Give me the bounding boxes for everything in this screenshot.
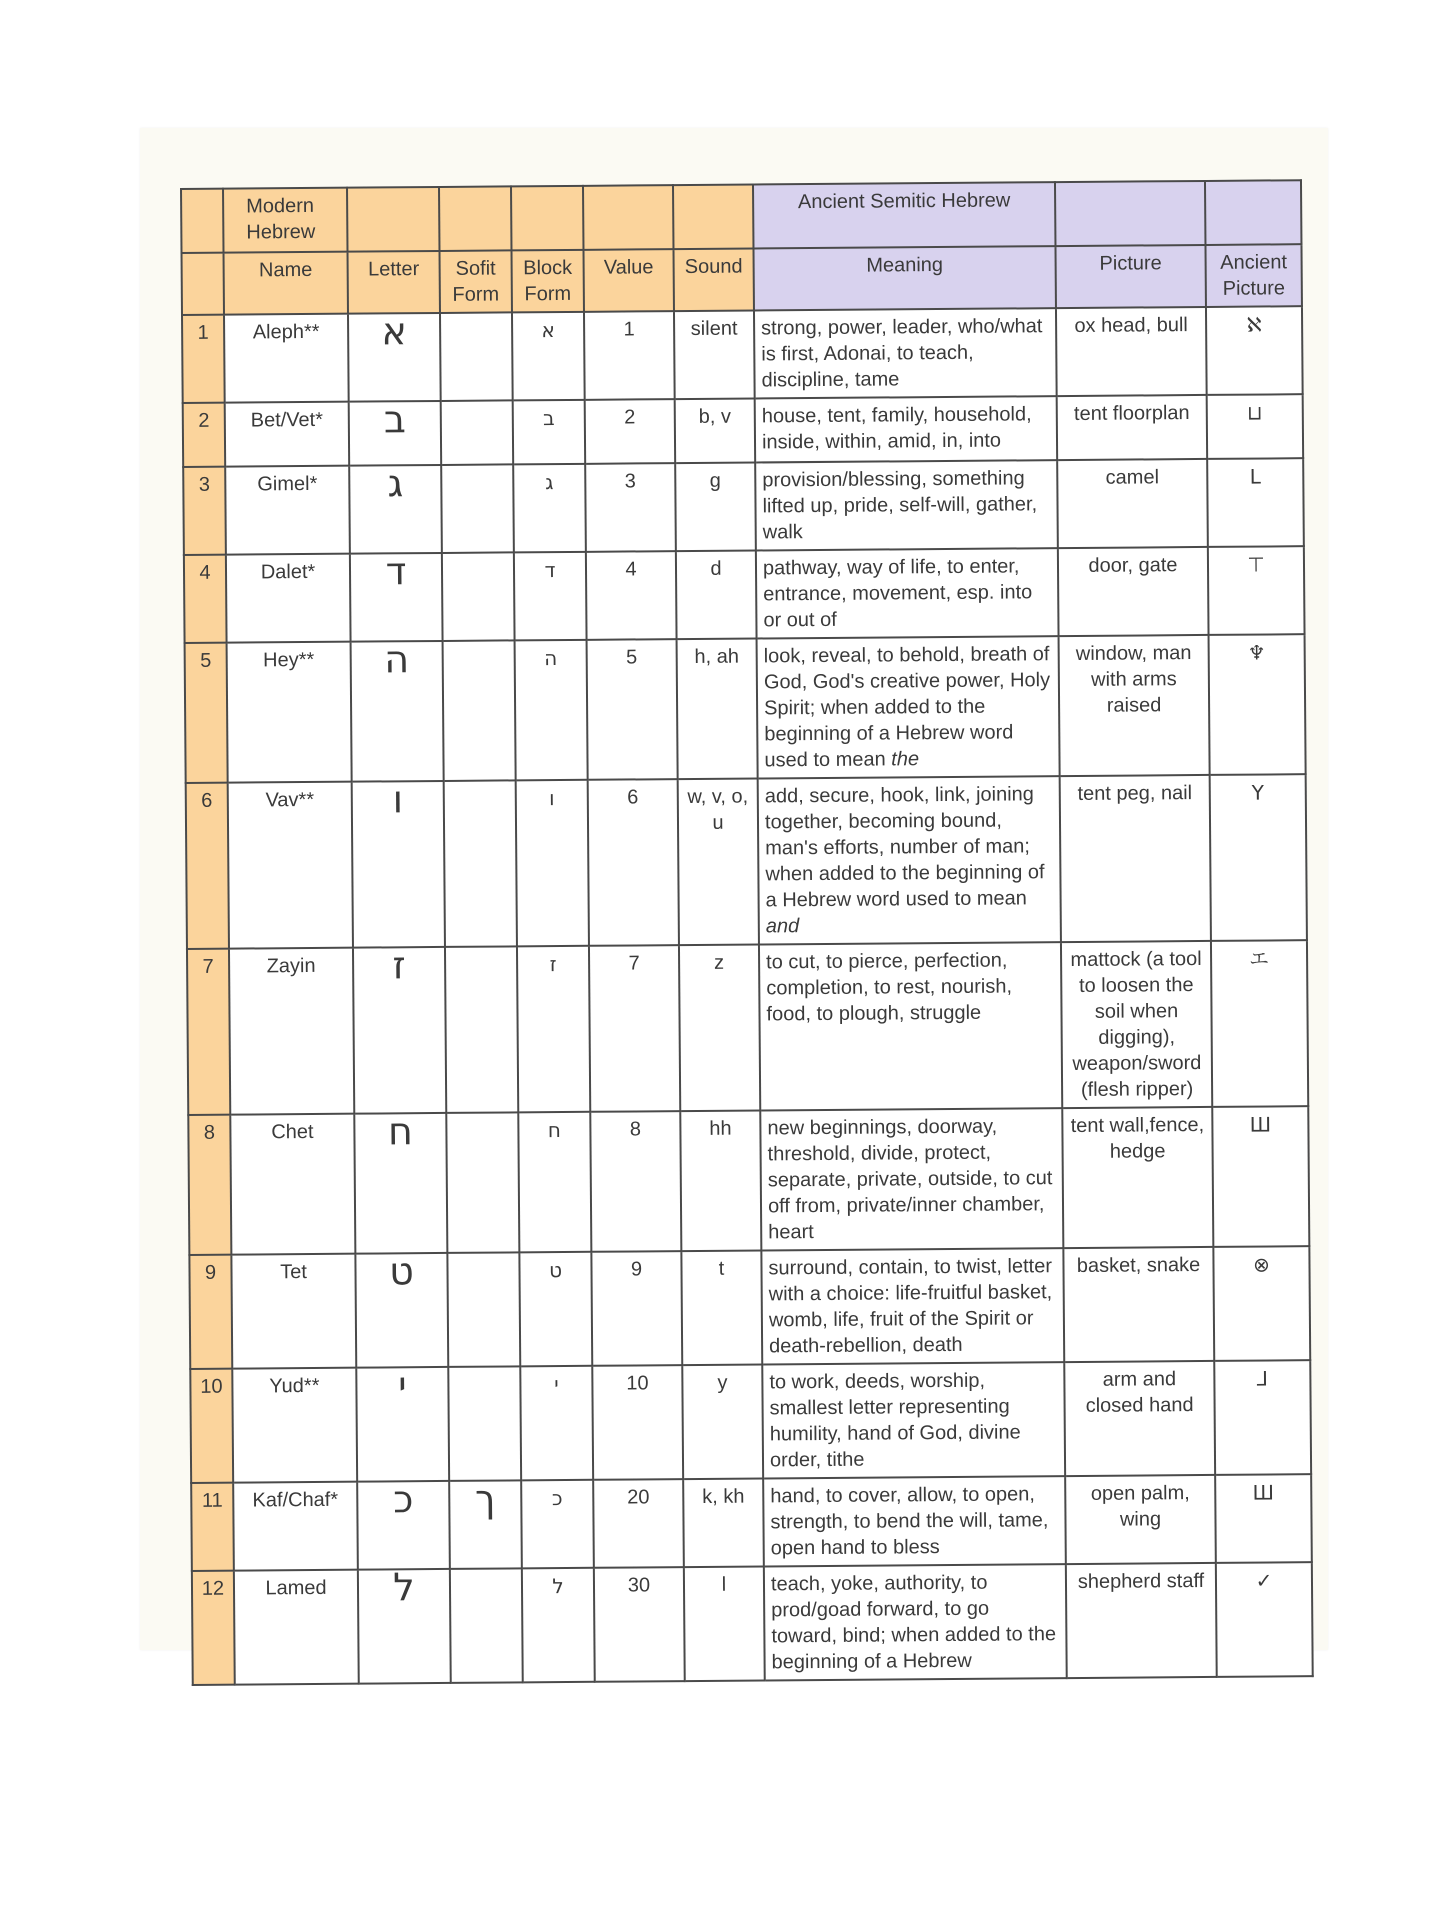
header-letter: Letter <box>348 251 440 314</box>
row-number <box>185 643 228 783</box>
modern-letter <box>350 549 443 642</box>
sound-text: l <box>721 1573 727 1596</box>
sound-text: hh <box>709 1117 732 1140</box>
header-blank <box>511 186 584 251</box>
header-number <box>182 253 224 315</box>
header-modern-hebrew: Modern Hebrew <box>223 188 347 253</box>
meaning <box>754 308 1057 398</box>
numeric-value <box>591 1251 682 1366</box>
row-number <box>183 403 226 467</box>
table-row <box>191 1474 1312 1571</box>
letter-name <box>225 466 350 555</box>
header-picture: Picture <box>1055 245 1205 308</box>
picture-description <box>1065 1475 1216 1564</box>
header-blank <box>583 185 673 250</box>
table-row <box>183 394 1303 467</box>
header-blank <box>673 184 754 249</box>
numeric-value <box>587 639 678 780</box>
numeric-value <box>592 1365 683 1480</box>
header-blank-top <box>181 189 224 253</box>
numeric-value-text: 1 <box>623 318 635 341</box>
letter-name-text: Lamed <box>265 1576 327 1600</box>
letter-name <box>233 1482 358 1571</box>
table-row <box>185 634 1306 783</box>
table-row <box>183 458 1304 555</box>
block-form-text: ה <box>544 646 558 671</box>
meaning-text: hand, to cover, allow, to open, strength, to bend the will, tame, open hand to bless <box>770 1483 1049 1560</box>
ancient-picture-icon-text: ℵ <box>1246 312 1262 337</box>
sound <box>683 1478 764 1567</box>
block-form-text: ו <box>548 786 555 811</box>
row-number <box>184 555 227 643</box>
row-number <box>191 1483 234 1571</box>
modern-letter-text: ז <box>392 943 406 988</box>
meaning-text: provision/blessing, something lifted up, pride, self-will, gather, walk <box>762 467 1038 544</box>
header-ancient-semitic-hebrew: Ancient Semitic Hebrew <box>753 182 1055 248</box>
sound <box>674 310 755 399</box>
block-form <box>514 552 587 641</box>
numeric-value <box>586 551 677 640</box>
numeric-value-text: 5 <box>626 646 638 669</box>
picture-description <box>1057 459 1208 548</box>
ancient-picture-icon <box>1214 1360 1311 1475</box>
ancient-picture-icon-text: Ш <box>1252 1480 1275 1505</box>
letter-name-text: Yud** <box>269 1374 320 1398</box>
modern-letter-text: ג <box>387 461 404 506</box>
letter-name <box>229 948 354 1115</box>
sound-text: w, v, o, u <box>687 785 749 834</box>
meaning-text: add, secure, hook, link, joining together, becoming bound, man's efforts, number of man; when added to the beginning of a Hebrew word used to mean <box>764 783 1045 912</box>
block-form <box>515 640 588 781</box>
ancient-picture-icon-text: ⅃ <box>1256 1366 1269 1391</box>
table-row <box>188 1106 1309 1255</box>
ancient-picture-icon <box>1207 394 1303 459</box>
numeric-value-text: 30 <box>627 1574 651 1597</box>
letter-name <box>226 554 351 643</box>
meaning-text: house, tent, family, household, inside, within, amid, in, into <box>761 403 1032 454</box>
block-form <box>517 946 590 1113</box>
picture-description <box>1060 775 1211 942</box>
meaning <box>755 460 1058 550</box>
block-form <box>519 1252 592 1367</box>
numeric-value <box>594 1567 685 1682</box>
ancient-picture-icon-text: エ <box>1248 946 1270 971</box>
meaning <box>757 636 1060 778</box>
header-blank <box>439 186 512 251</box>
numeric-value-text: 8 <box>629 1118 642 1141</box>
modern-letter-text: א <box>381 309 408 354</box>
table-row <box>184 546 1305 643</box>
modern-letter-text: ח <box>387 1109 413 1154</box>
meaning-text: pathway, way of life, to enter, entrance, movement, esp. into or out of <box>762 555 1033 632</box>
meaning <box>763 1476 1066 1566</box>
picture-description <box>1063 1247 1214 1362</box>
ancient-picture-icon <box>1209 634 1306 775</box>
ancient-picture-icon-text: ⊔ <box>1246 400 1263 425</box>
table-row <box>186 774 1307 949</box>
letter-name-text: Zayin <box>266 954 316 978</box>
letter-name <box>227 642 352 783</box>
picture-description-text: tent floorplan <box>1073 402 1190 425</box>
picture-description-text: door, gate <box>1088 554 1178 577</box>
numeric-value-text: 4 <box>625 558 637 581</box>
header-ancient-picture: Ancient Picture <box>1205 244 1301 307</box>
sound <box>681 1250 762 1365</box>
header-value: Value <box>583 249 673 312</box>
meaning <box>756 548 1059 638</box>
row-number-text: 8 <box>203 1121 216 1144</box>
row-number <box>182 315 225 403</box>
sound-text: b, v <box>698 405 732 428</box>
sofit-form <box>447 1252 520 1367</box>
letter-name <box>225 402 349 467</box>
sofit-form <box>440 312 513 401</box>
picture-description-text: open palm, wing <box>1090 1482 1190 1531</box>
picture-description <box>1062 1107 1213 1248</box>
block-form <box>520 1366 593 1481</box>
letter-name-text: Aleph** <box>252 320 320 344</box>
modern-letter <box>358 1565 451 1684</box>
block-form <box>512 312 585 401</box>
sofit-form <box>443 640 516 781</box>
row-number <box>183 467 226 555</box>
header-meaning: Meaning <box>753 246 1055 310</box>
picture-description <box>1066 1563 1217 1678</box>
modern-letter <box>352 777 445 948</box>
header-blank <box>1055 181 1205 246</box>
row-number <box>190 1369 233 1483</box>
block-form-text: ב <box>542 406 555 431</box>
letter-name-text: Kaf/Chaf* <box>252 1488 339 1512</box>
sound-text: d <box>710 557 722 580</box>
meaning-text: surround, contain, to twist, letter with a choice: life-fruitful basket, womb, life, fruit of the Spirit or death-rebellion, death <box>768 1255 1053 1358</box>
letter-name <box>224 314 349 403</box>
modern-letter <box>349 397 441 466</box>
sound <box>684 1566 765 1681</box>
picture-description <box>1064 1361 1215 1476</box>
row-number-text: 4 <box>199 561 211 584</box>
ancient-picture-icon-text: ⊤ <box>1247 552 1265 577</box>
row-number <box>187 949 230 1115</box>
numeric-value-text: 9 <box>630 1258 643 1281</box>
row-number <box>188 1115 231 1255</box>
block-form-text: ט <box>548 1258 563 1283</box>
picture-description <box>1059 635 1210 776</box>
sound-text: k, kh <box>702 1485 745 1508</box>
row-number-text: 3 <box>198 473 210 496</box>
header-block-form: Block Form <box>512 250 584 313</box>
block-form-text: כ <box>551 1486 563 1511</box>
letter-name-text: Chet <box>271 1120 314 1144</box>
meaning-emphasis: the <box>891 748 920 771</box>
ancient-picture-icon <box>1208 546 1305 635</box>
picture-description-text: mattock (a tool to loosen the soil when digging), weapon/sword (flesh ripper) <box>1070 948 1202 1101</box>
numeric-value <box>585 463 676 552</box>
picture-description-text: camel <box>1105 466 1160 489</box>
meaning <box>759 942 1062 1110</box>
letter-name <box>232 1368 357 1483</box>
row-number-text: 9 <box>204 1261 217 1284</box>
row-number-text: 7 <box>202 955 214 978</box>
picture-description <box>1058 547 1209 636</box>
meaning <box>764 1564 1067 1680</box>
sound <box>677 638 758 779</box>
sofit-form <box>441 464 514 553</box>
table-row <box>192 1562 1313 1685</box>
meaning <box>758 776 1061 944</box>
block-form <box>521 1480 594 1569</box>
numeric-value-text: 7 <box>628 952 640 975</box>
modern-letter <box>355 1249 448 1368</box>
row-number-text: 6 <box>201 789 213 812</box>
sound <box>682 1364 763 1479</box>
block-form-text: ג <box>545 470 554 495</box>
meaning <box>760 1108 1063 1250</box>
meaning-text: strong, power, leader, who/what is first, Adonai, to teach, discipline, tame <box>761 315 1043 392</box>
row-number <box>192 1571 235 1685</box>
row-number-text: 10 <box>200 1375 223 1398</box>
letter-name-text: Dalet* <box>260 560 316 584</box>
letter-name-text: Vav** <box>265 788 315 812</box>
picture-description-text: tent wall,fence, hedge <box>1070 1113 1205 1163</box>
modern-letter-text: י <box>397 1363 407 1408</box>
sound <box>675 462 756 551</box>
letter-name <box>234 1570 359 1685</box>
block-form-text: א <box>541 318 555 343</box>
letter-name <box>228 782 353 949</box>
modern-letter <box>351 637 444 782</box>
row-number <box>186 783 229 949</box>
sound <box>678 778 759 945</box>
numeric-value <box>588 779 679 946</box>
meaning-text: to cut, to pierce, perfection, completion, to rest, nourish, food, to plough, struggle <box>766 949 1013 1026</box>
sofit-form-text: ך <box>474 1476 496 1521</box>
picture-description <box>1056 307 1207 396</box>
sound-text: g <box>709 469 721 492</box>
sound-text: y <box>717 1371 728 1394</box>
ancient-picture-icon-text: ⊗ <box>1253 1252 1270 1277</box>
modern-letter-text: ה <box>384 637 410 682</box>
header-blank <box>1205 180 1301 245</box>
sound-text: t <box>718 1257 725 1280</box>
ancient-picture-icon <box>1210 774 1307 941</box>
block-form-text: ד <box>544 558 556 583</box>
numeric-value <box>589 945 680 1112</box>
modern-letter-text: כ <box>393 1477 414 1522</box>
header-name: Name <box>224 252 348 315</box>
letter-name-text: Gimel* <box>257 472 318 496</box>
hebrew-alphabet-table <box>180 179 1314 1686</box>
ancient-picture-icon-text: Ш <box>1249 1112 1272 1137</box>
block-form-text: ח <box>547 1118 562 1143</box>
meaning <box>761 1248 1064 1364</box>
block-form <box>522 1568 595 1683</box>
ancient-picture-icon <box>1215 1474 1312 1563</box>
sound <box>676 550 757 639</box>
meaning-text: to work, deeds, worship, smallest letter representing humility, hand of God, divine order, tithe <box>769 1369 1021 1472</box>
table-row <box>182 306 1303 403</box>
ancient-picture-icon-text: ♆ <box>1247 640 1266 665</box>
numeric-value-text: 20 <box>627 1486 650 1509</box>
letter-name-text: Tet <box>280 1261 307 1284</box>
letter-name <box>230 1114 355 1255</box>
numeric-value-text: 10 <box>626 1372 649 1395</box>
sofit-form <box>450 1568 523 1683</box>
header-sound: Sound <box>673 248 753 311</box>
modern-letter <box>349 461 442 554</box>
modern-letter-text: ד <box>385 549 407 594</box>
meaning-emphasis: and <box>765 915 800 938</box>
row-number-text: 1 <box>197 321 209 344</box>
meaning-text: look, reveal, to behold, breath of God, God's creative power, Holy Spirit; when added to the beginning of a Hebrew word used to mean <box>763 643 1051 772</box>
meaning-text: new beginnings, doorway, threshold, divide, protect, separate, private, outside, to cut off from, private/inner chamber, heart <box>767 1115 1053 1244</box>
ancient-picture-icon <box>1212 1106 1309 1247</box>
letter-name-text: Bet/Vet* <box>250 408 324 432</box>
table-row <box>187 940 1308 1115</box>
sound <box>679 944 760 1111</box>
sound <box>680 1110 761 1251</box>
meaning-text: teach, yoke, authority, to prod/goad forward, to go toward, bind; when added to the beginning of a Hebrew <box>770 1571 1057 1674</box>
ancient-picture-icon <box>1213 1246 1310 1361</box>
ancient-picture-icon <box>1206 306 1303 395</box>
block-form <box>518 1112 591 1253</box>
modern-letter <box>354 1109 447 1254</box>
sofit-form <box>444 780 517 947</box>
row-number-text: 2 <box>198 409 210 432</box>
numeric-value <box>590 1111 681 1252</box>
letter-name <box>231 1254 356 1369</box>
ancient-picture-icon-text: L <box>1249 464 1261 489</box>
picture-description-text: basket, snake <box>1076 1254 1201 1277</box>
picture-description-text: arm and closed hand <box>1085 1368 1194 1417</box>
row-number <box>189 1255 232 1369</box>
numeric-value-text: 3 <box>624 470 636 493</box>
picture-description <box>1057 395 1207 460</box>
modern-letter <box>348 309 441 402</box>
picture-description-text: window, man with arms raised <box>1075 642 1192 717</box>
sofit-form <box>449 1476 522 1569</box>
sound-text: h, ah <box>694 645 740 668</box>
picture-description <box>1061 941 1212 1108</box>
ancient-picture-icon <box>1216 1562 1313 1677</box>
sofit-form <box>442 552 515 641</box>
row-number-text: 11 <box>201 1489 223 1512</box>
sofit-form <box>446 1112 519 1253</box>
ancient-picture-icon-text: ✓ <box>1255 1568 1273 1593</box>
numeric-value-text: 2 <box>624 406 636 429</box>
table-row <box>190 1360 1311 1483</box>
row-number-text: 12 <box>201 1577 225 1600</box>
sound-text: z <box>714 951 725 974</box>
block-form-text: י <box>554 1372 559 1397</box>
modern-letter <box>353 943 446 1114</box>
block-form <box>513 400 586 465</box>
meaning <box>762 1362 1065 1478</box>
sound-text: silent <box>690 317 738 340</box>
sound <box>675 398 756 463</box>
ancient-picture-icon <box>1211 940 1308 1107</box>
block-form <box>513 464 586 553</box>
numeric-value <box>585 399 675 464</box>
modern-letter <box>357 1477 450 1570</box>
modern-letter-text: ב <box>383 397 406 442</box>
table-row <box>189 1246 1310 1369</box>
sofit-form <box>445 946 518 1113</box>
ancient-picture-icon-text: Y <box>1251 780 1264 805</box>
modern-letter <box>356 1363 449 1482</box>
picture-description-text: tent peg, nail <box>1077 782 1193 805</box>
ancient-picture-icon <box>1207 458 1304 547</box>
letter-name-text: Hey** <box>263 648 315 672</box>
numeric-value <box>593 1479 684 1568</box>
modern-letter-text: ו <box>392 777 404 822</box>
modern-letter-text: ט <box>389 1249 414 1294</box>
header-sofit-form: Sofit Form <box>440 250 512 313</box>
picture-description-text: ox head, bull <box>1074 314 1188 337</box>
modern-letter-text: ל <box>393 1565 415 1610</box>
header-blank <box>347 187 439 252</box>
numeric-value <box>584 311 675 400</box>
picture-description-text: shepherd staff <box>1077 1569 1205 1593</box>
numeric-value-text: 6 <box>627 786 639 809</box>
sofit-form <box>441 400 514 465</box>
block-form <box>516 780 589 947</box>
block-form-text: ל <box>552 1574 564 1599</box>
block-form-text: ז <box>549 952 557 977</box>
sofit-form <box>448 1366 521 1481</box>
meaning <box>755 396 1057 462</box>
row-number-text: 5 <box>200 649 212 672</box>
